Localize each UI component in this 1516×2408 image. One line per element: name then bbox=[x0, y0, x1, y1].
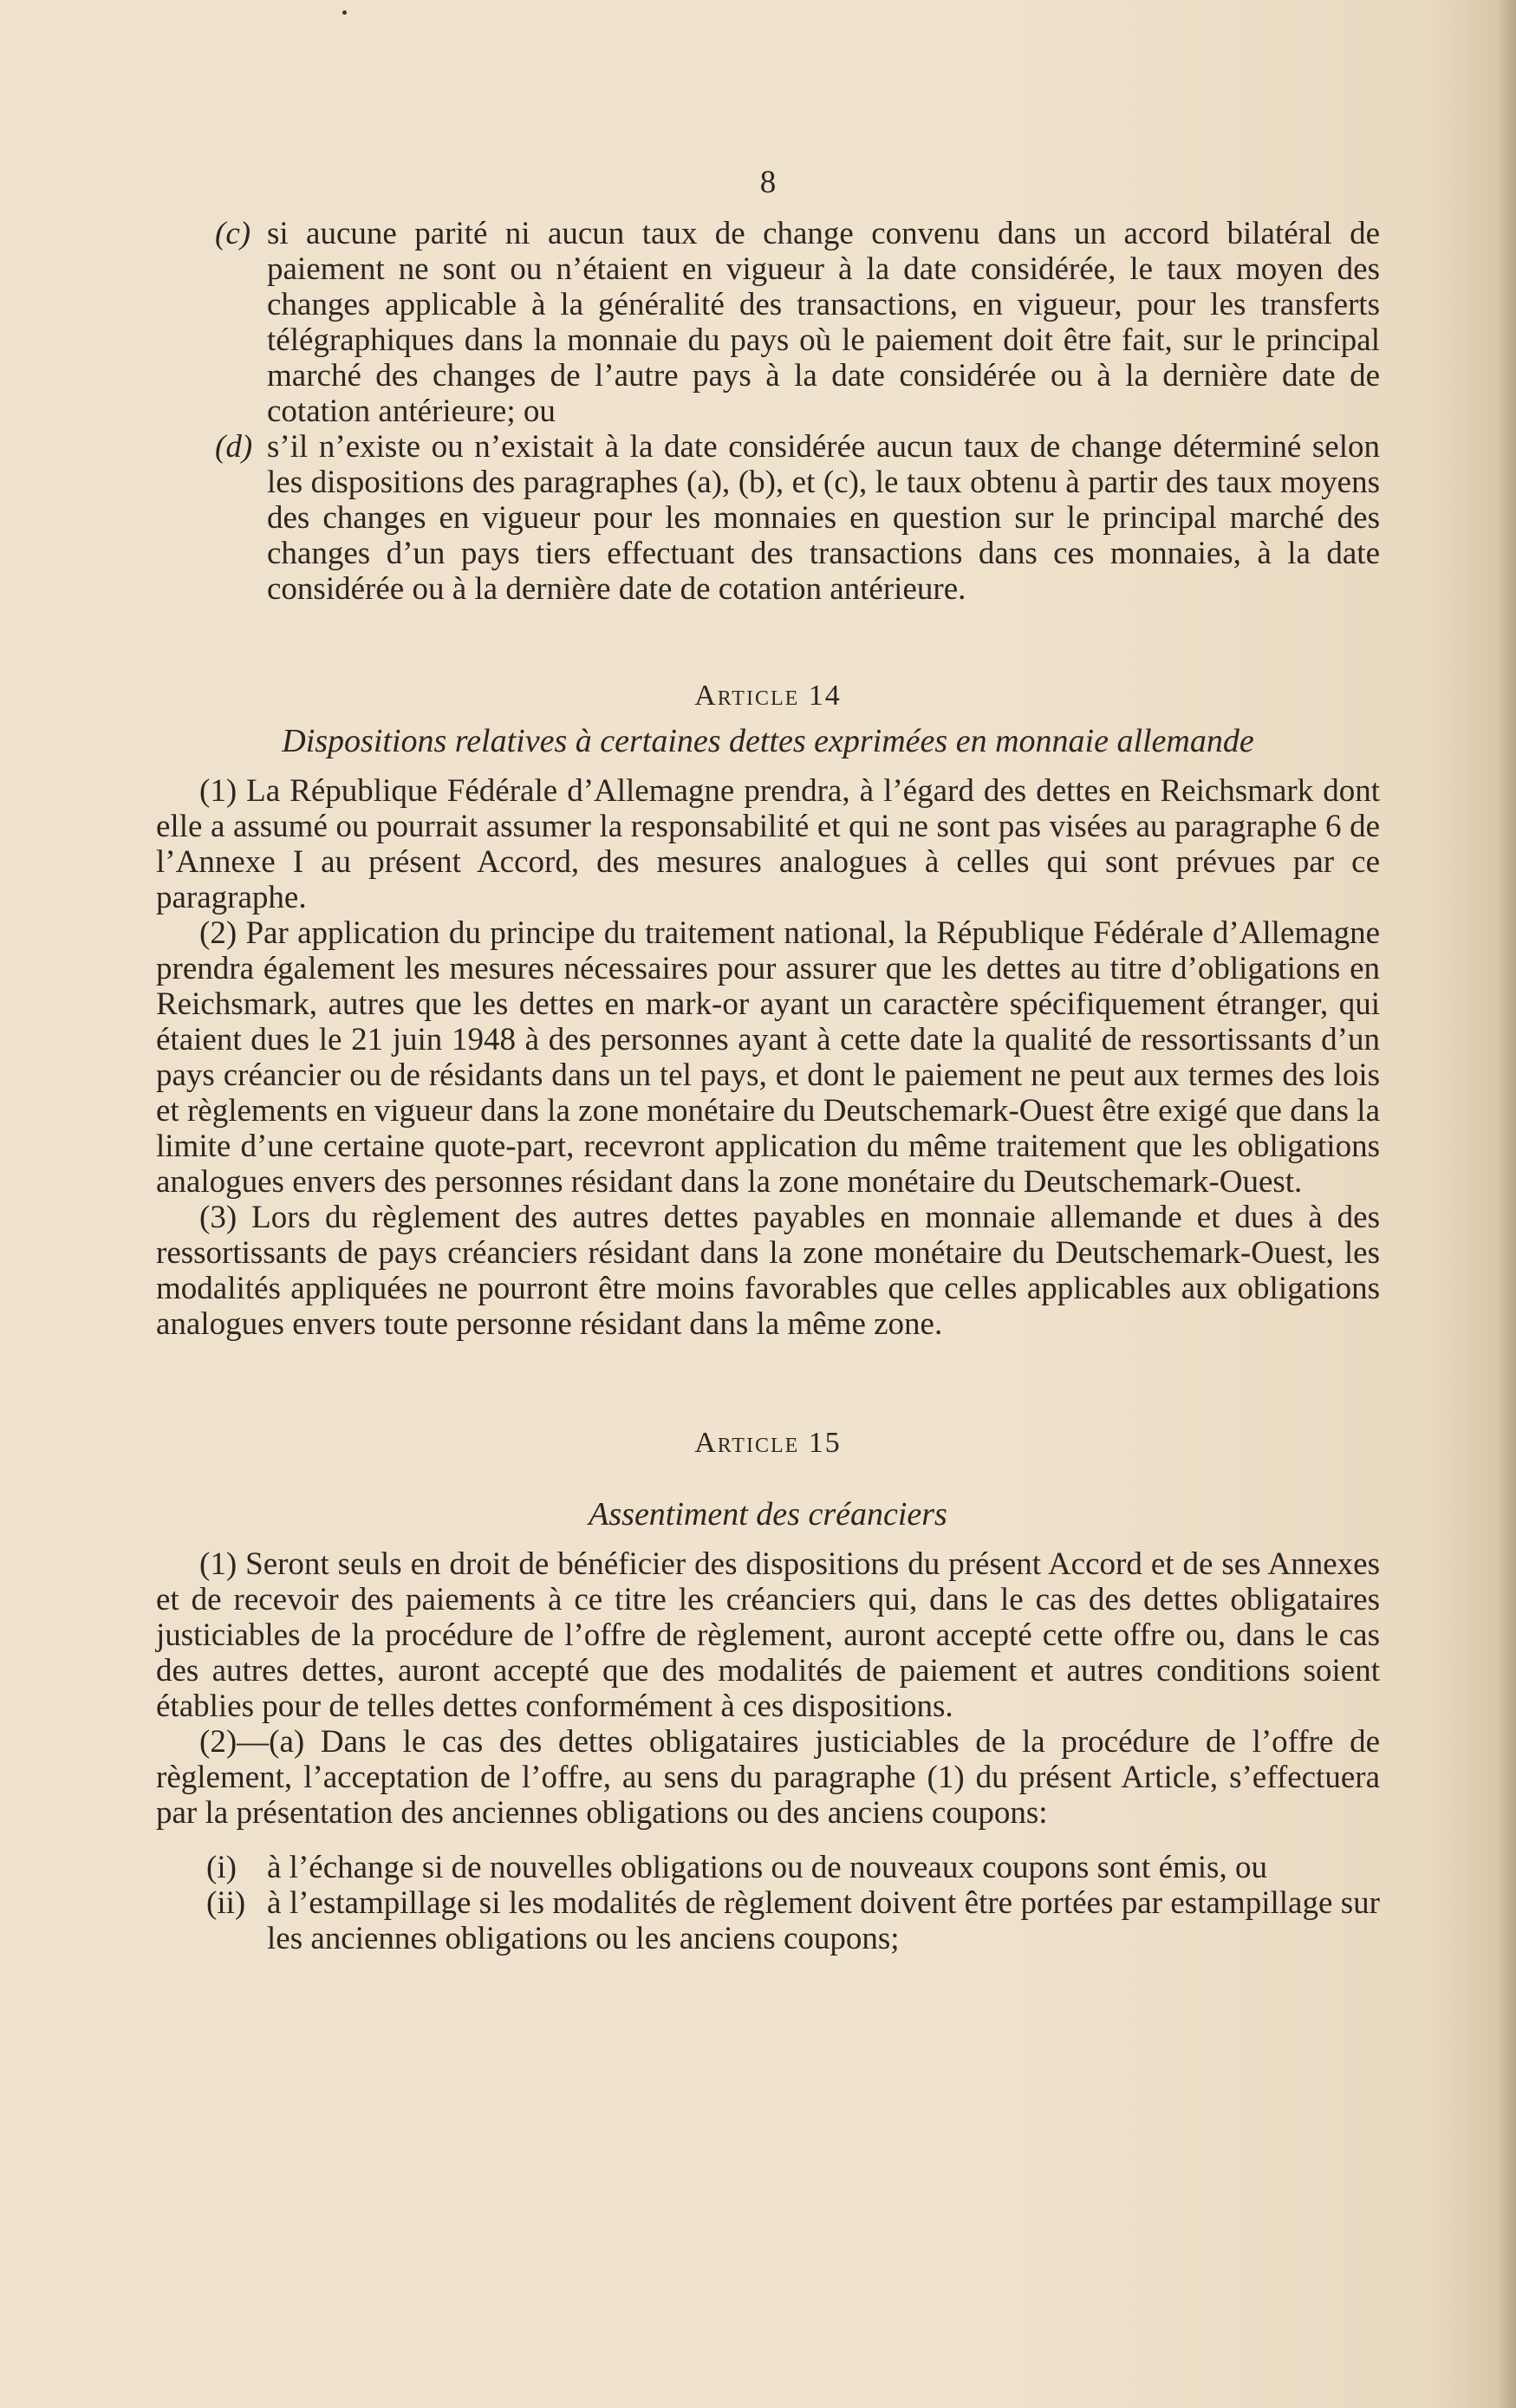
item-label: (d) bbox=[215, 429, 253, 465]
ink-speck bbox=[342, 10, 347, 15]
list-item bbox=[156, 1850, 1380, 1885]
list-item bbox=[156, 1885, 1380, 1956]
article-15-heading: Article 15 bbox=[694, 1427, 842, 1459]
article-14-heading: Article 14 bbox=[694, 680, 842, 712]
paragraph: (2)—(a) Dans le cas des dettes obligataires justiciables de la procédure de l’offre de règlement, l’acceptation de l’offre, au sens du paragraphe (1) du présent Article, s’effectuera par la présentation des anciennes obligations ou des anciens coupons: bbox=[156, 1724, 1380, 1831]
article-14-subtitle: Dispositions relatives à certaines dettes exprimées en monnaie allemande bbox=[282, 723, 1254, 759]
page-edge-shadow bbox=[1497, 0, 1516, 2408]
document-body bbox=[156, 165, 1380, 1956]
item-label: (i) bbox=[206, 1850, 237, 1885]
item-text: si aucune parité ni aucun taux de change convenu dans un accord bilatéral de paiement ne sont ou n’étaient en vigueur à la date considérée, le taux moyen des changes applicable à la généralité des transactions, en vigueur, pour les transferts télégraphiques dans la monnaie du pays où le paiement doit être fait, sur le principal marché des changes de l’autre pays à la date considérée ou à la dernière date de cotation antérieure; ou bbox=[267, 216, 1380, 429]
paragraph: (2) Par application du principe du traitement national, la République Fédérale d’Allemagne prendra également les mesures nécessaires pour assurer que les dettes au titre d’obligations en Reichsmark, autres que les dettes en mark-or ayant un caractère spécifiquement étranger, qui étaient dues le 21 juin 1948 à des personnes ayant à cette date la qualité de ressortissants d’un pays créancier ou de résidants dans un tel pays, et dont le paiement ne peut aux termes des lois et règlements en vigueur dans la zone monétaire du Deutschemark-Ouest être exigé que dans la limite d’une certaine quote-part, recevront application du même traitement que les obligations analogues envers des personnes résidant dans la zone monétaire du Deutschemark-Ouest. bbox=[156, 915, 1380, 1200]
item-text: à l’échange si de nouvelles obligations ou de nouveaux coupons sont émis, ou bbox=[267, 1850, 1267, 1885]
item-label: (c) bbox=[215, 216, 251, 251]
item-text: s’il n’existe ou n’existait à la date considérée aucun taux de change déterminé selon les dispositions des paragraphes (a), (b), et (c), le taux obtenu à partir des taux moyens des changes en vigueur pour les monnaies en question sur le principal marché des changes d’un pays tiers effectuant des transactions dans ces monnaies, à la date considérée ou à la dernière date de cotation antérieure. bbox=[267, 429, 1380, 607]
list-item bbox=[156, 216, 1380, 429]
article-15-subtitle: Assentiment des créanciers bbox=[589, 1496, 947, 1533]
list-item bbox=[156, 429, 1380, 607]
item-label: (ii) bbox=[206, 1885, 246, 1921]
page-number: 8 bbox=[759, 165, 777, 200]
item-text: à l’estampillage si les modalités de règlement doivent être portées par estampillage sur les anciennes obligations ou les anciens coupons; bbox=[267, 1885, 1380, 1956]
paragraph: (1) La République Fédérale d’Allemagne prendra, à l’égard des dettes en Reichsmark dont elle a assumé ou pourrait assumer la responsabilité et qui ne sont pas visées au paragraphe 6 de l’Annexe I au présent Accord, des mesures analogues à celles qui sont prévues par ce paragraphe. bbox=[156, 773, 1380, 915]
paragraph: (1) Seront seuls en droit de bénéficier des dispositions du présent Accord et de ses Annexes et de recevoir des paiements à ce titre les créanciers qui, dans le cas des dettes obligataires justiciables de la procédure de l’offre de règlement, auront accepté cette offre ou, dans le cas des autres dettes, auront accepté que des modalités de paiement et autres conditions soient établies pour de telles dettes conformément à ces dispositions. bbox=[156, 1546, 1380, 1724]
paragraph: (3) Lors du règlement des autres dettes payables en monnaie allemande et dues à des ressortissants de pays créanciers résidant dans la zone monétaire du Deutschemark-Ouest, les modalités appliquées ne pourront être moins favorables que celles applicables aux obligations analogues envers toute personne résidant dans la même zone. bbox=[156, 1200, 1380, 1342]
